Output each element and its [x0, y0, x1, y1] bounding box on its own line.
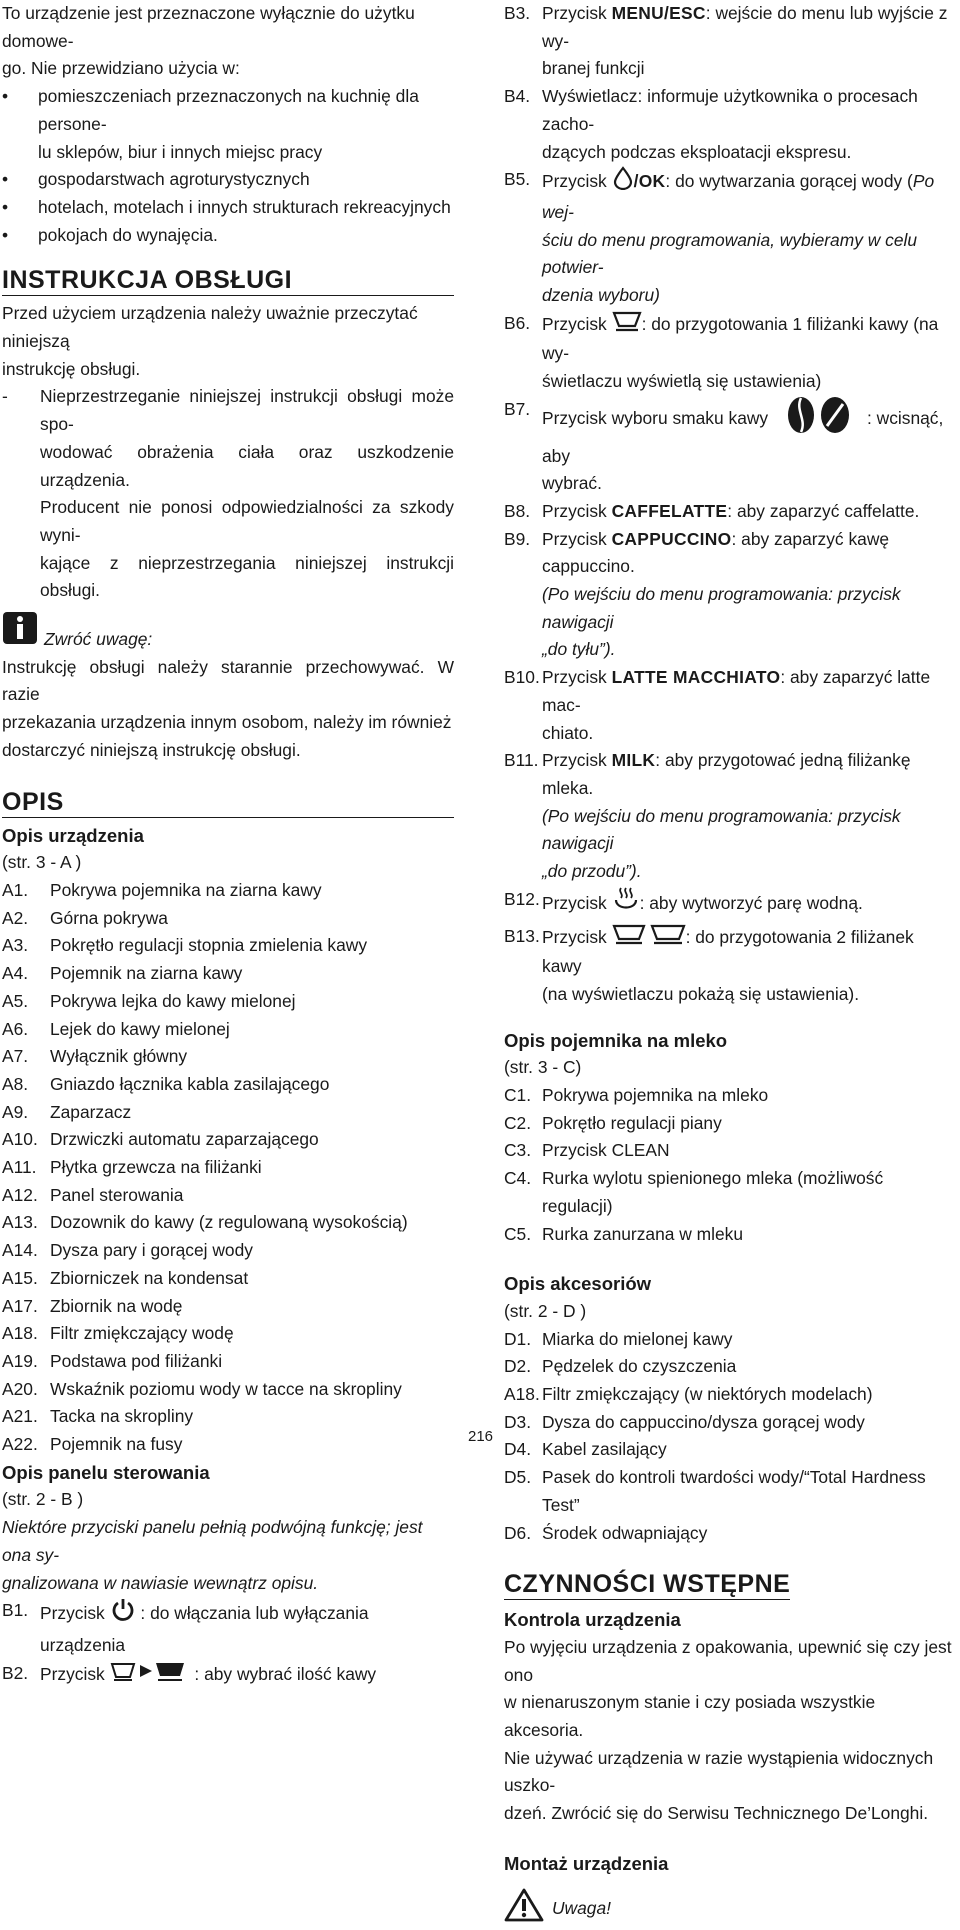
item-text: Przycisk: [542, 892, 607, 913]
item-label: A13.: [2, 1212, 38, 1233]
acc-ref: (str. 2 - D ): [504, 1300, 587, 1321]
item-label: B10.: [504, 667, 540, 688]
item-text: Pojemnik na fusy: [50, 1434, 183, 1455]
text-line: gnalizowana w nawiasie wewnątrz opisu.: [2, 1572, 319, 1593]
list-item: [2, 1099, 454, 1127]
list-item: [2, 1043, 454, 1071]
item-text: Panel sterowania: [50, 1184, 184, 1205]
text-line: Nieprzestrzeganie niniejszej instrukcji obsługi może spo-: [40, 386, 454, 435]
milk-ref: (str. 3 - C): [504, 1057, 582, 1078]
panel-note: [2, 1514, 454, 1597]
panel-item-b8: [504, 498, 956, 526]
power-icon: [110, 1597, 136, 1632]
item-label: B6.: [504, 312, 531, 333]
instr-paragraph: [2, 300, 454, 383]
item-label: A19.: [2, 1350, 38, 1371]
one-cup-icon: [612, 310, 642, 341]
item-text: Wyłącznik główny: [50, 1046, 188, 1067]
item-text: wybrać.: [542, 473, 602, 494]
item-label: A4.: [2, 963, 29, 984]
item-label: D1.: [504, 1328, 532, 1349]
item-text: (Po wejściu do menu programowania: przycisk nawigacji: [542, 584, 901, 632]
note-label: Zwróć uwagę:: [44, 629, 153, 650]
item-label: A10.: [2, 1129, 38, 1150]
panel-item-b12: [504, 886, 956, 923]
device-ref: (str. 3 - A ): [2, 852, 82, 873]
item-text: Pokrywa pojemnika na ziarna kawy: [50, 879, 322, 900]
item-label: A22.: [2, 1434, 38, 1455]
list-item: [2, 1209, 454, 1237]
item-label: A18.: [2, 1323, 38, 1344]
item-label: A5.: [2, 990, 29, 1011]
item-text: (Po wejściu do menu programowania: przycisk nawigacji: [542, 805, 901, 854]
button-name: MILK: [611, 750, 656, 771]
item-label: A8.: [2, 1073, 29, 1094]
list-item: [2, 960, 454, 988]
item-text: (na wyświetlaczu pokażą się ustawienia).: [542, 983, 860, 1004]
text-line: w nienaruszonym stanie i czy posiada wszystkie akcesoria.: [504, 1692, 876, 1741]
item-text: Zaparzacz: [50, 1101, 132, 1122]
list-item: [2, 1154, 454, 1182]
item-text: : aby wybrać ilość kawy: [194, 1663, 377, 1684]
item-label: C5.: [504, 1223, 532, 1244]
item-label: B9.: [504, 528, 531, 549]
item-label: A3.: [2, 935, 29, 956]
bullet-line: lu sklepów, biur i innych miejsc pracy: [38, 141, 323, 162]
item-text: : aby wytworzyć parę wodną.: [639, 892, 863, 913]
item-text: Miarka do mielonej kawy: [542, 1328, 733, 1349]
list-item: [504, 1082, 956, 1110]
subtitle-check: Kontrola urządzenia: [504, 1609, 681, 1631]
subtitle-mount: Montaż urządzenia: [504, 1852, 669, 1874]
item-text: Filtr zmiękczający wodę: [50, 1323, 234, 1344]
list-item: [504, 1326, 956, 1354]
instr-warning-text: [40, 383, 454, 605]
item-text: Przycisk: [40, 1663, 105, 1684]
list-item: [504, 1436, 956, 1464]
item-text: Pędzelek do czyszczenia: [542, 1356, 737, 1377]
item-text: Przycisk: [542, 171, 607, 192]
item-text: Gniazdo łącznika kabla zasilającego: [50, 1073, 330, 1094]
item-text: „do przodu”).: [542, 861, 642, 882]
list-item: [2, 1071, 454, 1099]
item-label: A2.: [2, 907, 29, 928]
panel-item-b11: [504, 747, 956, 886]
two-cups-icon: [612, 923, 686, 954]
item-label: A1.: [2, 879, 29, 900]
item-label: D3.: [504, 1411, 532, 1432]
item-label: C1.: [504, 1085, 532, 1106]
item-label: B5.: [504, 169, 531, 190]
panel-item-b4: [504, 83, 956, 166]
list-item: [2, 1237, 454, 1265]
item-label: C2.: [504, 1112, 532, 1133]
item-text: Pasek do kontroli twardości wody/“Total Hardness Test”: [542, 1467, 926, 1515]
text-line: Nie używać urządzenia w razie wystąpienia widocznych uszko-: [504, 1747, 934, 1796]
section-title-opis: OPIS: [2, 787, 454, 818]
item-label: B7.: [504, 398, 531, 419]
panel-item-b13: [504, 923, 956, 1009]
panel-item-b5: [504, 166, 956, 310]
item-text: Przycisk: [542, 750, 612, 771]
coffee-bean-icon: [783, 396, 857, 443]
item-text: Wyświetlacz: informuje użytkownika o procesach zacho-: [542, 86, 918, 134]
panel-item-b6: [504, 310, 956, 396]
bullet-item: [2, 194, 454, 222]
item-label: D4.: [504, 1439, 532, 1460]
item-text: : aby zaparzyć caffelatte.: [727, 500, 920, 521]
item-text: ściu do menu programowania, wybieramy w celu potwier-: [542, 229, 918, 278]
item-label: B1.: [2, 1600, 29, 1621]
item-label: B12.: [504, 888, 540, 909]
text-line: Po wyjęciu urządzenia z opakowania, upewnić się czy jest ono: [504, 1636, 952, 1685]
item-label: B8.: [504, 500, 531, 521]
item-text: Pokrywa pojemnika na mleko: [542, 1085, 769, 1106]
list-item: [2, 932, 454, 960]
item-label: A17.: [2, 1295, 38, 1316]
list-item: [2, 1182, 454, 1210]
bullet-item: [2, 83, 454, 166]
panel-item-b2: [2, 1660, 454, 1691]
item-label: A14.: [2, 1240, 38, 1261]
item-text: dzenia wyboru): [542, 285, 660, 306]
item-text: : wcisnąć, aby: [542, 407, 944, 466]
list-item: [2, 1126, 454, 1154]
item-text: : aby zaparzyć latte mac-: [542, 667, 931, 715]
item-label: B4.: [504, 86, 531, 107]
item-text: Środek odwapniający: [542, 1522, 708, 1543]
item-text: Przycisk: [542, 500, 612, 521]
item-text: Przycisk: [542, 313, 607, 334]
item-text: świetlaczu wyświetlą się ustawienia): [542, 371, 822, 392]
text-line: dostarczyć niniejszą instrukcję obsługi.: [2, 739, 301, 760]
list-item: [2, 1265, 454, 1293]
panel-item-b10: [504, 664, 956, 747]
list-item: [504, 1464, 956, 1519]
list-item: [504, 1353, 956, 1381]
item-text: Dozownik do kawy (z regulowaną wysokością): [50, 1212, 408, 1233]
device-parts-list: [2, 877, 454, 1459]
item-text: : do wytwarzania gorącej wody (: [665, 171, 913, 192]
subtitle-device: Opis urządzenia: [2, 824, 144, 846]
item-label: A6.: [2, 1018, 29, 1039]
item-text: Przycisk: [542, 528, 612, 549]
bullet-item: [2, 166, 454, 194]
instr-line: instrukcję obsługi.: [2, 358, 141, 379]
item-label: B11.: [504, 750, 539, 771]
item-text: : do przygotowania 1 filiżanki kawy (na wy-: [542, 313, 939, 364]
text-line: Instrukcję obsługi należy starannie przechowywać. W razie: [2, 656, 454, 705]
item-text: Rurka wylotu spienionego mleka (możliwość regulacji): [542, 1168, 884, 1216]
subtitle-milk: Opis pojemnika na mleko: [504, 1029, 728, 1051]
list-item: [504, 1221, 956, 1249]
item-text: Filtr zmiękczający (w niektórych modelach): [542, 1384, 873, 1405]
page-number: 216: [468, 1428, 494, 1445]
item-text: Przycisk: [542, 667, 612, 688]
left-column: [2, 0, 454, 1690]
text-line: Niektóre przyciski panelu pełnią podwójną funkcję; jest ona sy-: [2, 1517, 423, 1565]
list-item: [2, 1016, 454, 1044]
accessories-list: [504, 1326, 956, 1548]
item-label: D2.: [504, 1356, 532, 1377]
bullet-line: • pomieszczeniach przeznaczonych na kuchnię dla persone-: [38, 86, 419, 134]
item-text: Zbiorniczek na kondensat: [50, 1267, 249, 1288]
right-column: [504, 0, 956, 1930]
instr-warning: [2, 383, 454, 605]
item-text: Przycisk wyboru smaku kawy: [542, 407, 769, 428]
bullet-item: [2, 222, 454, 250]
list-item: [2, 1376, 454, 1404]
text-line: dzeń. Zwrócić się do Serwisu Technicznego De’Longhi.: [504, 1803, 929, 1824]
list-item: [2, 1403, 454, 1431]
bullet-line: • pokojach do wynajęcia.: [38, 224, 218, 245]
list-item: [2, 877, 454, 905]
text-line: Producent nie ponosi odpowiedzialności za szkody wyni-: [40, 497, 454, 545]
hot-water-drop-icon: [612, 166, 634, 199]
button-name: MENU/ESC: [611, 3, 706, 23]
list-item: [504, 1110, 956, 1138]
item-text: Przycisk: [542, 3, 612, 23]
item-text: Płytka grzewcza na filiżanki: [50, 1157, 262, 1178]
item-label: C3.: [504, 1140, 532, 1161]
item-text: : do przygotowania 2 filiżanek kawy: [542, 926, 914, 977]
list-item: [2, 988, 454, 1016]
list-item: [504, 1137, 956, 1165]
item-text: dzących podczas eksploatacji ekspresu.: [542, 141, 852, 162]
item-text: : aby przygotować jedną filiżankę mleka.: [542, 750, 911, 798]
item-text: Przycisk CLEAN: [542, 1140, 670, 1161]
item-text: Lejek do kawy mielonej: [50, 1018, 230, 1039]
item-label: B2.: [2, 1662, 29, 1683]
instr-line: Przed użyciem urządzenia należy uważnie przeczytać niniejszą: [2, 303, 418, 352]
item-text: Dysza pary i gorącej wody: [50, 1240, 253, 1261]
item-text: Górna pokrywa: [50, 907, 168, 928]
check-text: [504, 1634, 956, 1828]
panel-ref: (str. 2 - B ): [2, 1489, 84, 1510]
list-item: [2, 1320, 454, 1348]
warning-label: Uwaga!: [552, 1898, 611, 1919]
item-text: Rurka zanurzana w mleku: [542, 1223, 744, 1244]
item-text: Pokrętło regulacji stopnia zmielenia kawy: [50, 935, 368, 956]
item-text: : aby zaparzyć kawę cappuccino.: [542, 528, 890, 577]
ok-label: /OK: [633, 171, 666, 192]
item-label: A9.: [2, 1101, 29, 1122]
subtitle-accessories: Opis akcesoriów: [504, 1273, 652, 1295]
panel-item-b1: [2, 1597, 454, 1659]
steam-icon: [612, 886, 640, 923]
item-label: A15.: [2, 1267, 38, 1288]
item-text: chiato.: [542, 722, 594, 743]
item-text: Drzwiczki automatu zaparzającego: [50, 1129, 319, 1150]
item-label: A12.: [2, 1184, 38, 1205]
intro-line-1: To urządzenie jest przeznaczone wyłącznie do użytku domowe-: [2, 3, 415, 51]
list-item: [504, 1520, 956, 1548]
list-item: [2, 1293, 454, 1321]
note-text: [2, 654, 454, 765]
item-text: Podstawa pod filiżanki: [50, 1350, 223, 1371]
item-text: Wskaźnik poziomu wody w tacce na skropliny: [50, 1378, 402, 1399]
text-line: wodować obrażenia ciała oraz uszkodzenie urządzenia.: [40, 441, 454, 490]
item-label: D5.: [504, 1467, 532, 1488]
item-text: Pokrywa lejka do kawy mielonej: [50, 990, 296, 1011]
intro-line-2: go. Nie przewidziano użycia w:: [2, 58, 240, 79]
item-label: A18.: [504, 1384, 540, 1405]
item-label: A11.: [2, 1157, 37, 1178]
panel-item-b7: [504, 396, 956, 498]
item-text: : do włączania lub wyłączania urządzenia: [40, 1603, 369, 1655]
item-text: Po wej-: [542, 171, 935, 222]
warning-header: [504, 1888, 956, 1930]
list-item: [2, 1348, 454, 1376]
bullet-line: • gospodarstwach agroturystycznych: [38, 169, 310, 190]
item-text: Dysza do cappuccino/dysza gorącej wody: [542, 1411, 865, 1432]
item-text: branej funkcji: [542, 58, 645, 79]
section-title-prep: CZYNNOŚCI WSTĘPNE: [504, 1570, 791, 1599]
list-item: [504, 1165, 956, 1220]
warning-icon: [504, 1888, 544, 1930]
item-label: A20.: [2, 1378, 38, 1399]
item-label: A21.: [2, 1406, 38, 1427]
usage-exclusion-list: [2, 83, 454, 249]
item-label: B13.: [504, 925, 540, 946]
panel-item-b9: [504, 526, 956, 665]
info-icon: [2, 611, 38, 654]
list-item: [2, 905, 454, 933]
item-text: : wejście do menu lub wyjście z wy-: [542, 3, 948, 51]
item-text: „do tyłu”).: [542, 639, 616, 660]
text-line: przekazania urządzenia innym osobom, należy im również: [2, 712, 452, 733]
item-label: D6.: [504, 1522, 532, 1543]
item-label: B3.: [504, 3, 531, 23]
item-text: Pojemnik na ziarna kawy: [50, 963, 243, 984]
item-text: Pokrętło regulacji piany: [542, 1112, 722, 1133]
button-name: CAFFELATTE: [611, 500, 728, 521]
button-name: CAPPUCCINO: [611, 528, 732, 549]
item-label: C4.: [504, 1168, 532, 1189]
section-title-instrukcja: INSTRUKCJA OBSŁUGI: [2, 265, 454, 296]
item-text: Przycisk: [542, 926, 607, 947]
note-header: [2, 611, 454, 654]
list-item: [504, 1381, 956, 1409]
button-name: LATTE MACCHIATO: [611, 667, 781, 688]
item-text: Zbiornik na wodę: [50, 1295, 183, 1316]
panel-item-b3: [504, 0, 956, 83]
item-text: Kabel zasilający: [542, 1439, 667, 1460]
dash-marker: -: [2, 386, 8, 407]
item-text: Przycisk: [40, 1603, 105, 1624]
subtitle-panel: Opis panelu sterowania: [2, 1461, 210, 1483]
bullet-line: • hotelach, motelach i innych strukturach rekreacyjnych: [38, 196, 451, 217]
list-item: [2, 1431, 454, 1459]
item-label: A7.: [2, 1046, 29, 1067]
list-item: [504, 1409, 956, 1437]
text-line: kające z nieprzestrzegania niniejszej instrukcji obsługi.: [40, 552, 454, 601]
milk-parts-list: [504, 1082, 956, 1248]
cup-arrow-cup-icon: [110, 1660, 190, 1691]
item-text: Tacka na skropliny: [50, 1406, 194, 1427]
